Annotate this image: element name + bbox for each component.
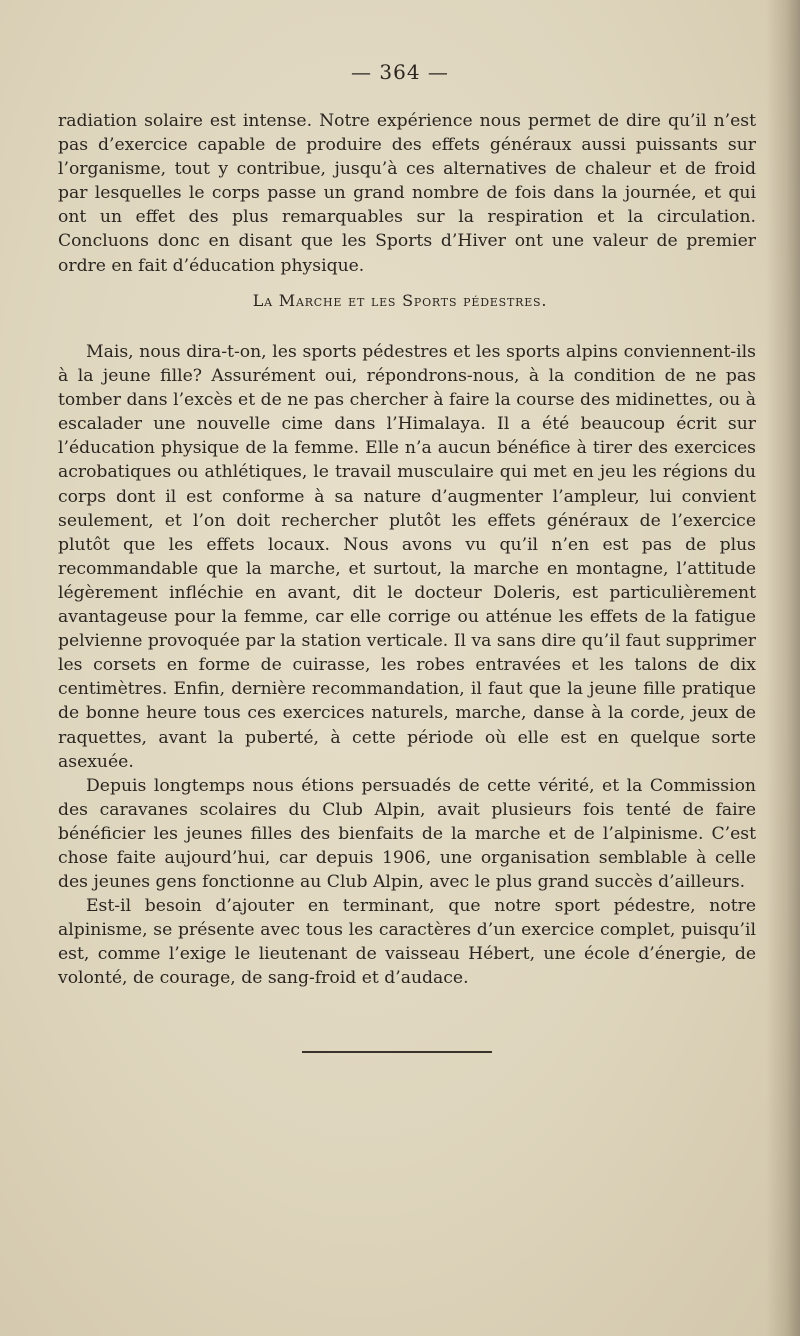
section-paragraph: Est-il besoin d’ajouter en terminant, que notre sport pédestre, notre alpinisme, se présente avec tous les caractères d’un exercice complet, puisqu’il est, comme l’exige le lieutenant de vaisseau Hébert, une école d’énergie, de volonté, de courage, de sang-froid et d’audace. [58, 896, 756, 989]
end-of-text-rule [302, 1051, 492, 1053]
page-number: — 364 — [351, 60, 449, 84]
section-text-block [58, 340, 756, 991]
page-edge-shadow [766, 0, 800, 1336]
intro-text-block [58, 109, 756, 278]
section-paragraph: Mais, nous dira-t-on, les sports pédestres et les sports alpins conviennent-ils à la jeune fille? Assurément oui, répondrons-nous, à la condition de ne pas tomber dans l’excès et de ne pas chercher à faire la course des midinettes, ou à escalader une nouvelle cime dans l’Himalaya. Il a été beaucoup écrit sur l’éducation physique de la femme. Elle n’a aucun bénéfice à tirer des exercices acrobatiques ou athlétiques, le travail musculaire qui met en jeu les régions du corps dont il est conforme à sa nature d’augmenter l’ampleur, lui convient seulement, et l’on doit rechercher plutôt les effets généraux de l’exercice plutôt que les effets locaux. Nous avons vu qu’il n’en est pas de plus recommandable que la marche, et surtout, la marche en montagne, l’attitude légèrement infléchie en avant, dit le docteur Doleris, est particulièrement avantageuse pour la femme, car elle corrige ou atténue les effets de la fatigue pelvienne provoquée par la station verticale. Il va sans dire qu’il faut supprimer les corsets en forme de cuirasse, les robes entravées et les talons de dix centimètres. Enfin, dernière recommandation, il faut que la jeune fille pratique de bonne heure tous ces exercices naturels, marche, danse à la corde, jeux de raquettes, avant la puberté, à cette période où elle est en quelque sorte asexuée. [58, 342, 756, 772]
section-heading: La Marche et les Sports pédestres. [252, 291, 548, 310]
intro-paragraph: radiation solaire est intense. Notre expérience nous permet de dire qu’il n’est pas d’exercice capable de produire des effets généraux aussi puissants sur l’organisme, tout y contribue, jusqu’à ces alternatives de chaleur et de froid par lesquelles le corps passe un grand nombre de fois dans la journée, et qui ont un effet des plus remarquables sur la respiration et la circulation. Concluons donc en disant que les Sports d’Hiver ont une valeur de premier ordre en fait d’éducation physique. [58, 111, 756, 276]
section-paragraph: Depuis longtemps nous étions persuadés de cette vérité, et la Commission des caravanes scolaires du Club Alpin, avait plusieurs fois tenté de faire bénéficier les jeunes filles des bienfaits de la marche et de l’alpinisme. C’est chose faite aujourd’hui, car depuis 1906, une organisation semblable à celle des jeunes gens fonctionne au Club Alpin, avec le plus grand succès d’ailleurs. [58, 775, 756, 893]
